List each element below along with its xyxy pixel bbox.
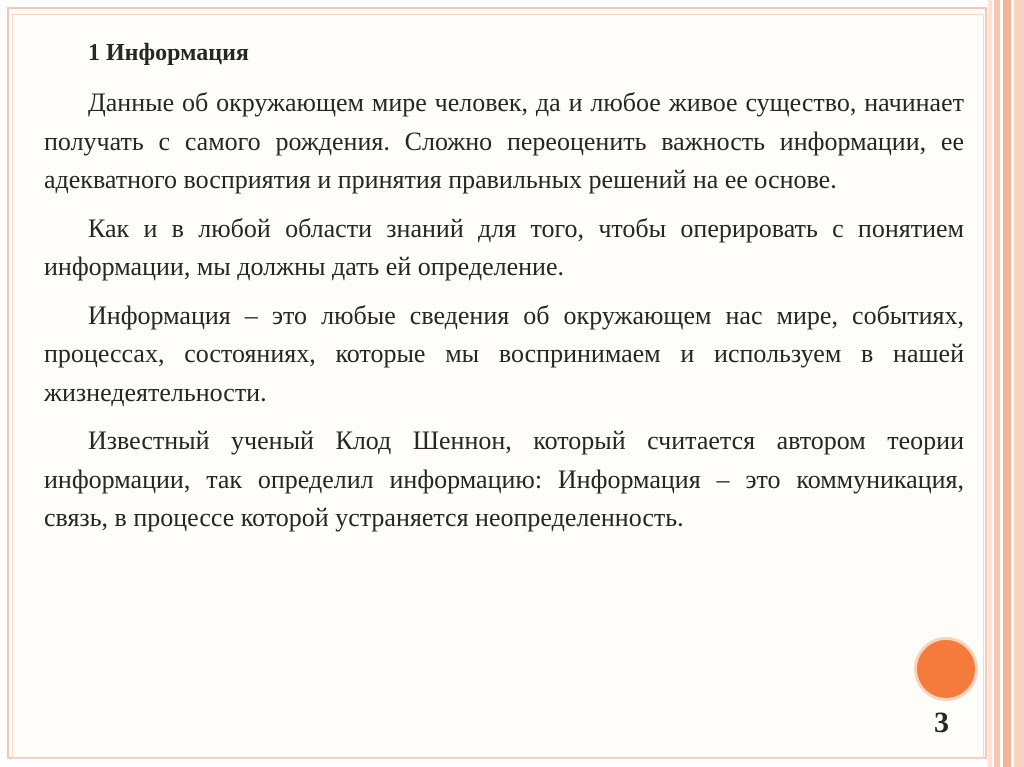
paragraph-intro: Данные об окружающем мире человек, да и любое живое существо, начинает получать с самого рождения. Сложно переоценить важность информации, ее адекватного восприятия и принятия правильных решений на ее основе. [44, 88, 964, 194]
slide-content [44, 36, 964, 548]
stripe [1003, 0, 1011, 767]
paragraph-definition-need: Как и в любой области знаний для того, чтобы оперировать с понятием информации, мы должны дать ей определение. [44, 213, 964, 281]
paragraph-definition: Информация – это любые сведения об окружающем нас мире, событиях, процессах, состояниях, которые мы воспринимаем и используем в нашей жизнедеятельности. [44, 300, 964, 407]
paragraph-shannon: Известный ученый Клод Шеннон, который считается автором теории информации, так определил информацию: Информация – это коммуникация, связь, в процессе которой устраняется неопределенность. [44, 426, 964, 532]
decorative-stripes [988, 0, 1024, 767]
stripe [1014, 0, 1024, 767]
decorative-circle [917, 640, 975, 698]
page-number: 3 [934, 706, 949, 739]
slide-heading: 1 Информация [88, 40, 249, 66]
